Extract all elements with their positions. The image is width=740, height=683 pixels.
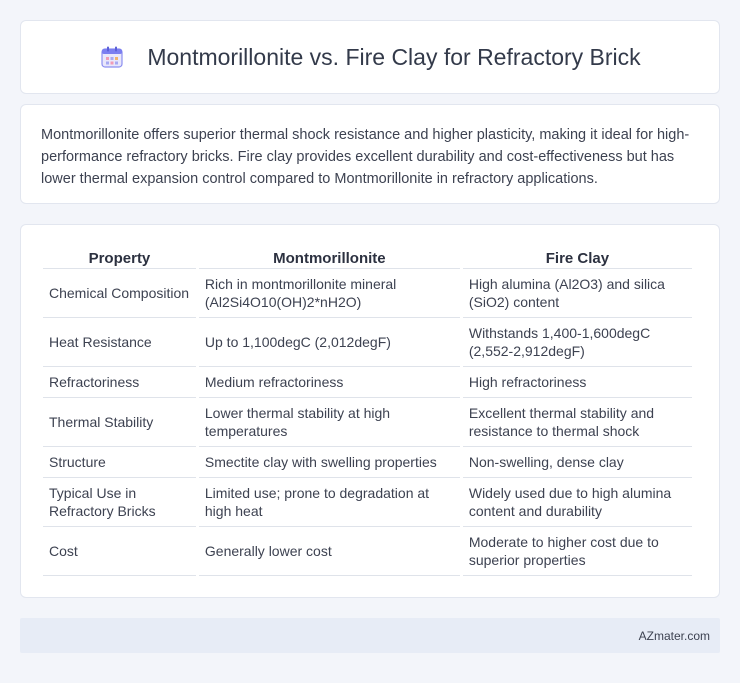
cell-property: Cost bbox=[43, 527, 196, 576]
cell-montmorillonite: Medium refractoriness bbox=[199, 367, 460, 398]
cell-fire-clay: Excellent thermal stability and resistance to thermal shock bbox=[463, 398, 692, 447]
table-row bbox=[43, 367, 692, 398]
table-row bbox=[43, 478, 692, 527]
header-montmorillonite: Montmorillonite bbox=[199, 247, 460, 269]
calendar-icon bbox=[99, 44, 125, 70]
cell-property: Chemical Composition bbox=[43, 269, 196, 318]
cell-fire-clay: High alumina (Al2O3) and silica (SiO2) content bbox=[463, 269, 692, 318]
cell-montmorillonite: Limited use; prone to degradation at high heat bbox=[199, 478, 460, 527]
cell-fire-clay: Withstands 1,400-1,600degC (2,552-2,912degF) bbox=[463, 318, 692, 367]
table-row bbox=[43, 318, 692, 367]
cell-property: Typical Use in Refractory Bricks bbox=[43, 478, 196, 527]
summary-card bbox=[20, 104, 720, 204]
title-card bbox=[20, 20, 720, 94]
page-title: Montmorillonite vs. Fire Clay for Refractory Brick bbox=[147, 43, 641, 70]
cell-fire-clay: High refractoriness bbox=[463, 367, 692, 398]
cell-fire-clay: Non-swelling, dense clay bbox=[463, 447, 692, 478]
cell-property: Heat Resistance bbox=[43, 318, 196, 367]
header-property: Property bbox=[43, 247, 196, 269]
summary-text: Montmorillonite offers superior thermal shock resistance and higher plasticity, making it ideal for high-performance refractory bricks. Fire clay provides excellent durability and cost-effectiveness but has lower thermal expansion control compared to Montmorillonite in refractory applications. bbox=[41, 127, 690, 187]
footer-brand[interactable]: AZmater.com bbox=[638, 628, 710, 643]
cell-fire-clay: Moderate to higher cost due to superior properties bbox=[463, 527, 692, 576]
footer bbox=[20, 618, 720, 653]
cell-montmorillonite: Up to 1,100degC (2,012degF) bbox=[199, 318, 460, 367]
comparison-table-card bbox=[20, 224, 720, 598]
cell-montmorillonite: Lower thermal stability at high temperatures bbox=[199, 398, 460, 447]
cell-property: Structure bbox=[43, 447, 196, 478]
comparison-table bbox=[40, 247, 695, 576]
cell-montmorillonite: Smectite clay with swelling properties bbox=[199, 447, 460, 478]
cell-property: Refractoriness bbox=[43, 367, 196, 398]
table-row bbox=[43, 398, 692, 447]
table-header-row bbox=[43, 247, 692, 269]
table-row bbox=[43, 447, 692, 478]
cell-property: Thermal Stability bbox=[43, 398, 196, 447]
cell-fire-clay: Widely used due to high alumina content and durability bbox=[463, 478, 692, 527]
cell-montmorillonite: Generally lower cost bbox=[199, 527, 460, 576]
table-row bbox=[43, 527, 692, 576]
table-row bbox=[43, 269, 692, 318]
header-fire-clay: Fire Clay bbox=[463, 247, 692, 269]
cell-montmorillonite: Rich in montmorillonite mineral (Al2Si4O10(OH)2*nH2O) bbox=[199, 269, 460, 318]
